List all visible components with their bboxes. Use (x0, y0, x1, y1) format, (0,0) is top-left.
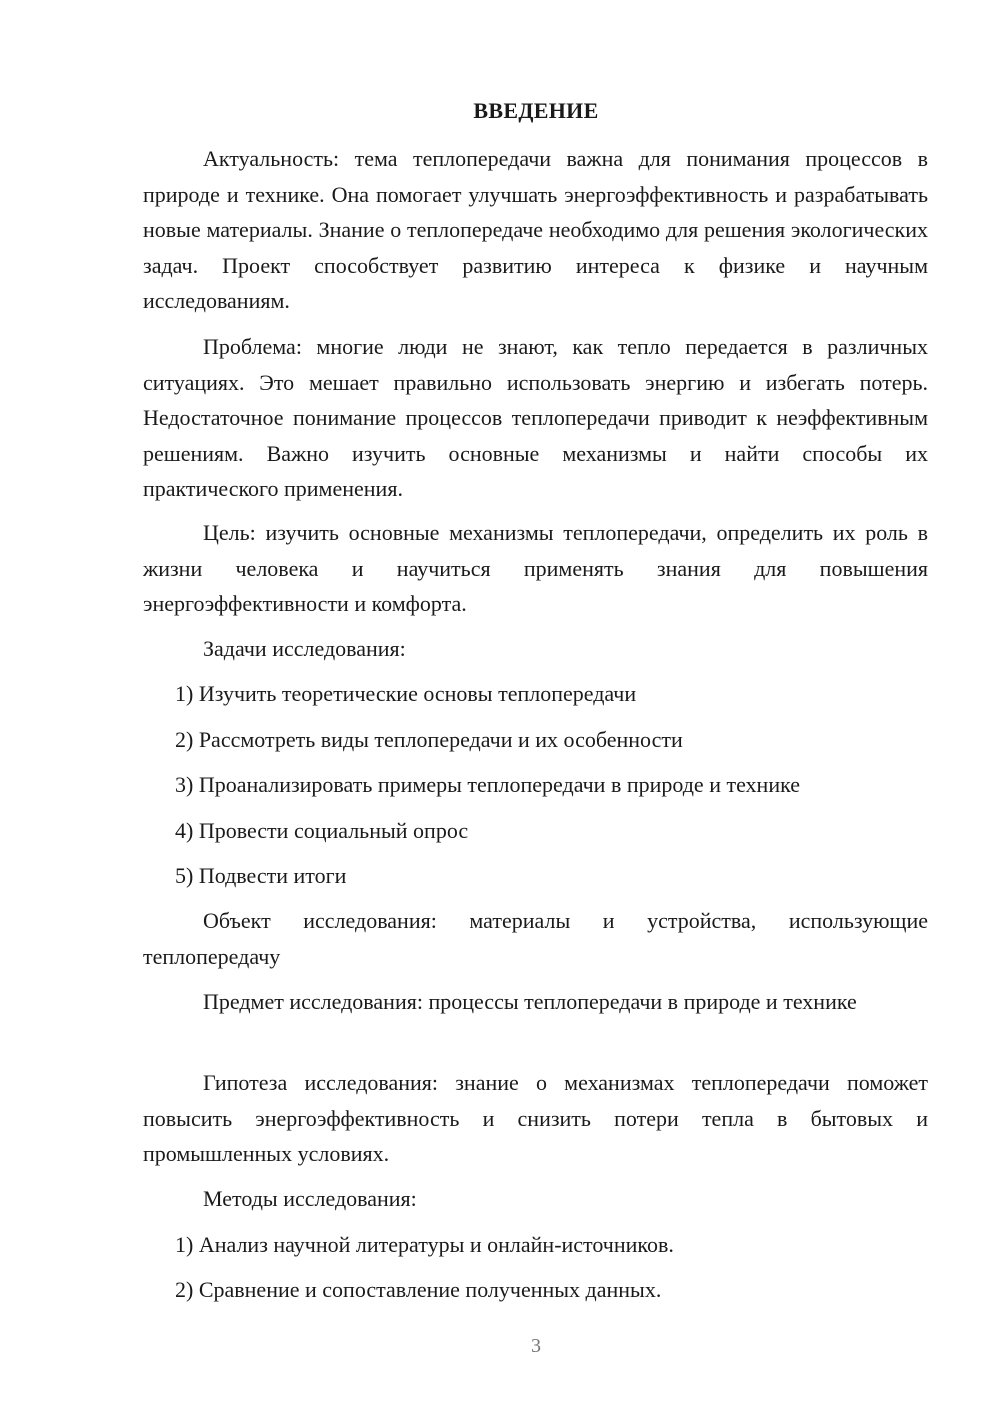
method-item-2: 2) Сравнение и сопоставление полученных данных. (175, 1277, 662, 1302)
relevance-paragraph (143, 141, 928, 319)
subject-paragraph (143, 984, 928, 1020)
object-text: Объект исследования: материалы и устройства, использующие теплопередачу (143, 908, 928, 969)
methods-title-text: Методы исследования: (203, 1186, 417, 1211)
goal-paragraph (143, 515, 928, 622)
methods-title (143, 1181, 928, 1217)
task-item-5: 5) Подвести итоги (175, 863, 347, 888)
hypothesis-text: Гипотеза исследования: знание о механизмах теплопередачи поможет повысить энергоэффективность и снизить потери тепла в бытовых и промышленных условиях. (143, 1070, 928, 1166)
object-paragraph (143, 903, 928, 974)
section-heading: ВВЕДЕНИЕ (473, 98, 599, 123)
problem-text: Проблема: многие люди не знают, как тепло передается в различных ситуациях. Это мешает правильно использовать энергию и избегать потерь. Недостаточное понимание процессов теплопередачи приводит к неэффективным решениям. Важно изучить основные механизмы и найти способы их практического применения. (143, 334, 928, 501)
task-item-1: 1) Изучить теоретические основы теплопередачи (175, 681, 637, 706)
subject-text: Предмет исследования: процессы теплопередачи в природе и технике (203, 989, 857, 1014)
task-item-3: 3) Проанализировать примеры теплопередачи в природе и технике (175, 772, 801, 797)
hypothesis-paragraph (143, 1065, 928, 1172)
task-item-4: 4) Провести социальный опрос (175, 818, 469, 843)
goal-text: Цель: изучить основные механизмы теплопередачи, определить их роль в жизни человека и научиться применять знания для повышения энергоэффективности и комфорта. (143, 520, 928, 616)
relevance-text: Актуальность: тема теплопередачи важна для понимания процессов в природе и технике. Она помогает улучшать энергоэффективность и разрабатывать новые материалы. Знание о теплопередаче необходимо для решения экологических задач. Проект способствует развитию интереса к физике и научным исследованиям. (143, 146, 928, 313)
method-item-1: 1) Анализ научной литературы и онлайн-источников. (175, 1232, 674, 1257)
tasks-title (143, 631, 928, 667)
task-item-2: 2) Рассмотреть виды теплопередачи и их особенности (175, 727, 683, 752)
problem-paragraph (143, 329, 928, 507)
tasks-title-text: Задачи исследования: (203, 636, 406, 661)
page-number: 3 (531, 1335, 541, 1357)
